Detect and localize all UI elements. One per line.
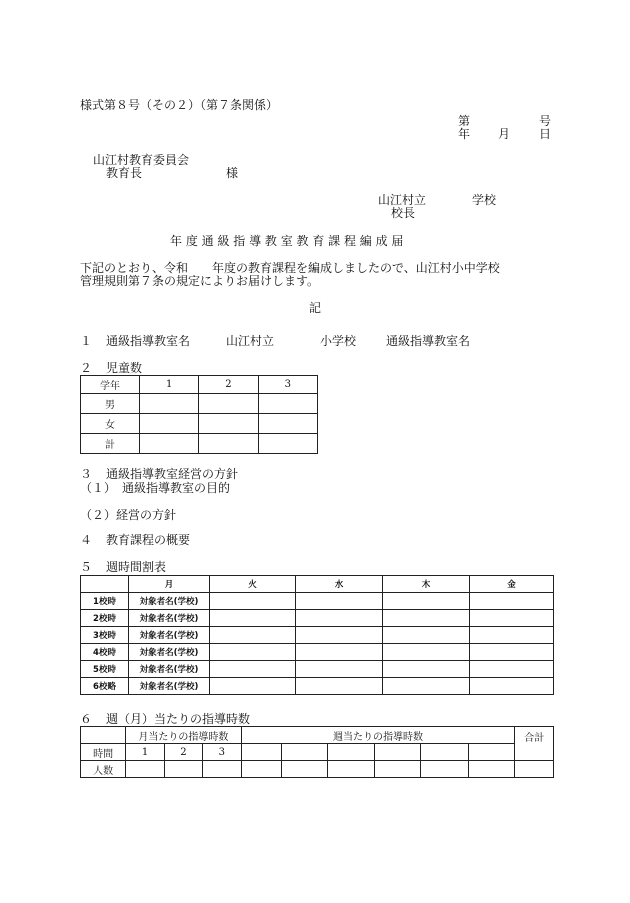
- grade-3-header: 3: [258, 376, 317, 394]
- month-2-header: 2: [164, 744, 202, 761]
- timetable-row: [81, 678, 554, 695]
- weekly-cell[interactable]: [281, 744, 327, 761]
- weekly-hours-header: 週当たりの指導時数: [241, 727, 515, 744]
- people-cell[interactable]: [375, 761, 421, 778]
- student-count-row-total: [81, 434, 318, 454]
- timetable-cell-mon[interactable]: 対象者名(学校): [129, 627, 210, 644]
- period-label: 2校時: [81, 610, 129, 627]
- people-cell[interactable]: [281, 761, 327, 778]
- weekly-cell[interactable]: [421, 744, 469, 761]
- cell-female-3[interactable]: [258, 414, 317, 434]
- month-1-header: 1: [126, 744, 164, 761]
- timetable-row: [81, 593, 554, 610]
- hours-corner: [81, 727, 126, 744]
- weekly-cell[interactable]: [327, 744, 374, 761]
- timetable-row: [81, 627, 554, 644]
- period-label: 3校時: [81, 627, 129, 644]
- section1-number: １: [80, 334, 93, 348]
- timetable-header-row: [81, 576, 554, 593]
- section5-label: 週時間割表: [106, 560, 167, 574]
- section4-number: ４: [80, 533, 93, 547]
- timetable-cell[interactable]: [210, 678, 296, 695]
- weekly-cell[interactable]: [241, 744, 281, 761]
- timetable-cell[interactable]: [383, 661, 470, 678]
- grade-header: 学年: [81, 376, 140, 394]
- body-line-1: 下記のとおり、令和 年度の教育課程を編成しましたので、山江村小中学校: [80, 261, 500, 275]
- period-label: 4校時: [81, 644, 129, 661]
- cell-female-1[interactable]: [140, 414, 199, 434]
- section3-sub1: （１） 通級指導教室の目的: [80, 481, 231, 495]
- cell-male-1[interactable]: [140, 394, 199, 414]
- weekly-cell[interactable]: [375, 744, 421, 761]
- timetable-cell-mon[interactable]: 対象者名(学校): [129, 678, 210, 695]
- body-line-2: 管理規則第７条の規定によりお届けします。: [80, 274, 320, 288]
- timetable-cell[interactable]: [296, 661, 383, 678]
- form-label: 様式第８号（その２）（第７条関係）: [80, 98, 279, 112]
- timetable-corner: [81, 576, 129, 593]
- timetable-cell[interactable]: [296, 593, 383, 610]
- timetable-cell[interactable]: [210, 610, 296, 627]
- section1-value-suffix: 通級指導教室名: [386, 334, 471, 348]
- cell-male-2[interactable]: [199, 394, 258, 414]
- timetable-cell-mon[interactable]: 対象者名(学校): [129, 661, 210, 678]
- timetable-cell[interactable]: [470, 644, 554, 661]
- weekly-cell[interactable]: [469, 744, 515, 761]
- day-header-wed: 水: [296, 576, 383, 593]
- people-row: [81, 761, 554, 778]
- timetable-cell[interactable]: [470, 661, 554, 678]
- timetable-cell[interactable]: [210, 627, 296, 644]
- people-total-cell[interactable]: [515, 761, 554, 778]
- section3-sub2: （２）経営の方針: [80, 508, 177, 522]
- hours-header-row: [81, 727, 554, 744]
- timetable-cell[interactable]: [383, 627, 470, 644]
- date-month: 月: [498, 127, 511, 141]
- timetable-cell[interactable]: [470, 678, 554, 695]
- timetable-cell[interactable]: [383, 610, 470, 627]
- people-cell[interactable]: [327, 761, 374, 778]
- timetable-cell[interactable]: [383, 644, 470, 661]
- row-label-total: 計: [81, 434, 140, 454]
- section6-label: 週（月）当たりの指導時数: [106, 712, 251, 726]
- timetable-cell-mon[interactable]: 対象者名(学校): [129, 593, 210, 610]
- section2-label: 児童数: [106, 361, 143, 375]
- people-cell[interactable]: [164, 761, 202, 778]
- date-year: 年: [458, 127, 471, 141]
- timetable-cell[interactable]: [210, 593, 296, 610]
- cell-total-3[interactable]: [258, 434, 317, 454]
- cell-male-3[interactable]: [258, 394, 317, 414]
- doc-number-prefix: 第: [458, 114, 471, 128]
- section6-number: ６: [80, 712, 93, 726]
- sender-school-suffix: 学校: [472, 193, 497, 207]
- timetable-cell[interactable]: [210, 661, 296, 678]
- section4-label: 教育課程の概要: [106, 533, 191, 547]
- grade-2-header: 2: [199, 376, 258, 394]
- timetable-cell[interactable]: [470, 627, 554, 644]
- people-cell[interactable]: [469, 761, 515, 778]
- cell-total-2[interactable]: [199, 434, 258, 454]
- timetable-cell[interactable]: [296, 627, 383, 644]
- timetable-cell[interactable]: [296, 644, 383, 661]
- people-cell[interactable]: [126, 761, 164, 778]
- day-header-fri: 金: [470, 576, 554, 593]
- timetable-cell[interactable]: [383, 593, 470, 610]
- sender-title: 校長: [391, 206, 416, 220]
- timetable-cell[interactable]: [470, 593, 554, 610]
- instruction-hours-table: [80, 726, 554, 778]
- student-count-row-female: [81, 414, 318, 434]
- month-3-header: 3: [203, 744, 241, 761]
- timetable-cell[interactable]: [296, 610, 383, 627]
- period-label: 5校時: [81, 661, 129, 678]
- people-row-label: 人数: [81, 761, 126, 778]
- timetable-cell-mon[interactable]: 対象者名(学校): [129, 644, 210, 661]
- day-header-mon: 月: [129, 576, 210, 593]
- doc-number-suffix: 号: [539, 114, 552, 128]
- cell-female-2[interactable]: [199, 414, 258, 434]
- period-label: 1校時: [81, 593, 129, 610]
- timetable-row: [81, 644, 554, 661]
- people-cell[interactable]: [203, 761, 241, 778]
- day-header-thu: 木: [383, 576, 470, 593]
- ki-marker: 記: [309, 301, 322, 315]
- section1-value-mid: 小学校: [320, 334, 357, 348]
- period-label: 6校略: [81, 678, 129, 695]
- hours-row: [81, 744, 554, 761]
- day-header-tue: 火: [210, 576, 296, 593]
- doc-title: 年 度 通 級 指 導 教 室 教 育 課 程 編 成 届: [170, 234, 404, 248]
- student-count-row-male: [81, 394, 318, 414]
- timetable-cell[interactable]: [210, 644, 296, 661]
- addressee-honorific: 様: [226, 166, 239, 180]
- section2-number: ２: [80, 361, 93, 375]
- cell-total-1[interactable]: [140, 434, 199, 454]
- grade-1-header: 1: [140, 376, 199, 394]
- section1-value-prefix: 山江村立: [226, 334, 275, 348]
- timetable-cell[interactable]: [470, 610, 554, 627]
- addressee-org: 山江村教育委員会: [93, 153, 190, 167]
- section1-label: 通級指導教室名: [106, 334, 191, 348]
- section5-number: ５: [80, 560, 93, 574]
- student-count-header-row: [81, 376, 318, 394]
- timetable-row: [81, 661, 554, 678]
- people-cell[interactable]: [241, 761, 281, 778]
- row-label-female: 女: [81, 414, 140, 434]
- section3-label: 通級指導教室経営の方針: [106, 467, 239, 481]
- monthly-hours-header: 月当たりの指導時数: [126, 727, 241, 744]
- student-count-table: [80, 375, 318, 454]
- timetable-cell[interactable]: [296, 678, 383, 695]
- weekly-timetable: [80, 575, 554, 695]
- timetable-cell[interactable]: [383, 678, 470, 695]
- people-cell[interactable]: [421, 761, 469, 778]
- addressee-title: 教育長: [106, 166, 143, 180]
- section3-number: ３: [80, 467, 93, 481]
- hours-row-label: 時間: [81, 744, 126, 761]
- timetable-cell-mon[interactable]: 対象者名(学校): [129, 610, 210, 627]
- timetable-row: [81, 610, 554, 627]
- row-label-male: 男: [81, 394, 140, 414]
- total-header: 合計: [515, 727, 554, 761]
- sender-school-prefix: 山江村立: [378, 193, 427, 207]
- date-day: 日: [539, 127, 552, 141]
